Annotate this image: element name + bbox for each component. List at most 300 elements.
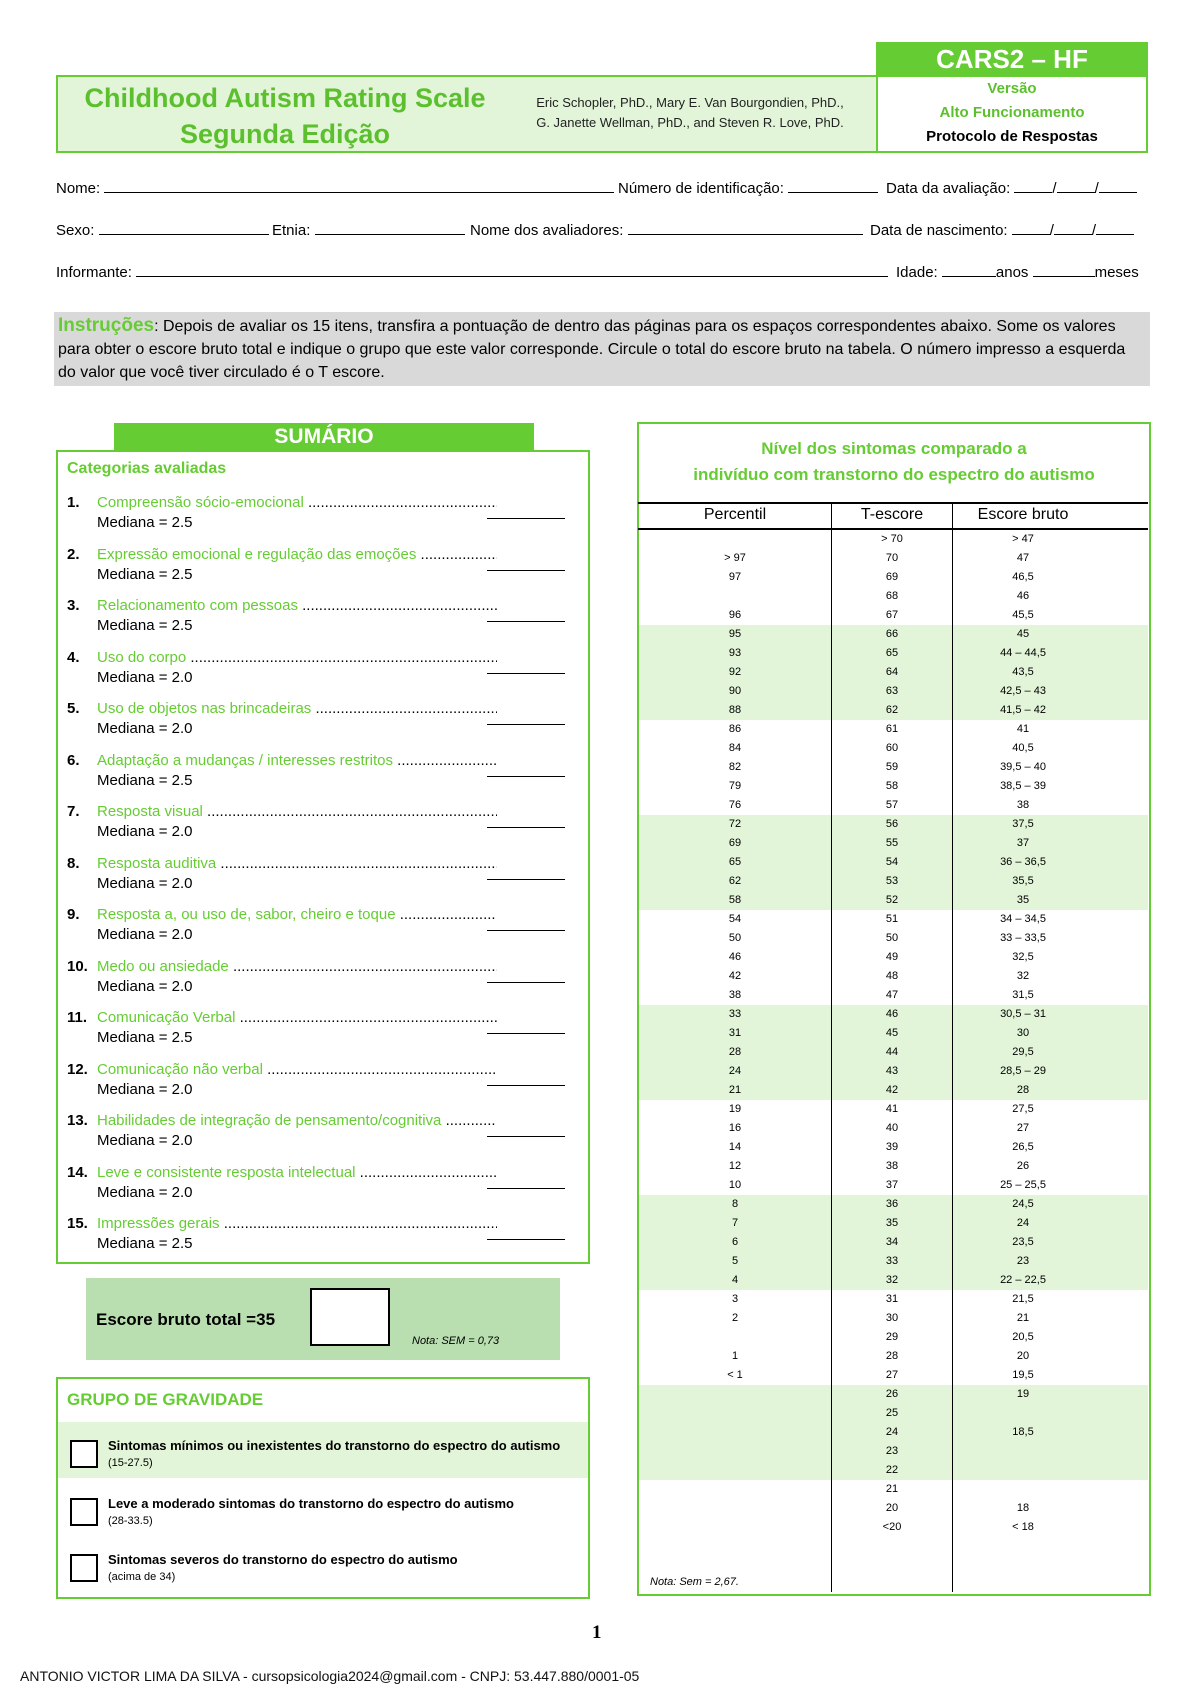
table-row[interactable] [639, 1442, 1148, 1461]
summary-tab: SUMÁRIO [114, 423, 534, 451]
item-score-line[interactable] [487, 570, 565, 571]
cell-escore-bruto[interactable]: 45,5 [1012, 609, 1034, 621]
summary-item [67, 546, 587, 594]
table-row[interactable] [639, 644, 1148, 663]
date-sep: / [1052, 180, 1057, 197]
cell-escore-bruto[interactable]: 29,5 [1012, 1046, 1034, 1058]
table-row[interactable] [639, 1499, 1148, 1518]
item-score-line[interactable] [487, 1136, 565, 1137]
table-row[interactable] [639, 587, 1148, 606]
age-years-line[interactable] [942, 262, 996, 277]
item-number: 11. [67, 1009, 88, 1026]
item-median: Mediana = 2.5 [97, 1235, 193, 1252]
date-sep: / [1049, 222, 1054, 239]
cell-tescore: 24 [885, 1426, 899, 1438]
cell-tescore: 36 [885, 1198, 899, 1210]
cell-escore-bruto[interactable]: > 47 [1012, 533, 1034, 545]
cell-tescore: 62 [885, 704, 899, 716]
cell-escore-bruto[interactable]: 19,5 [1012, 1369, 1034, 1381]
table-row[interactable] [639, 1461, 1148, 1480]
cell-tescore: 60 [885, 742, 899, 754]
cell-percentil: 97 [728, 571, 742, 583]
id-number-line[interactable] [788, 178, 878, 193]
severity-checkbox[interactable] [70, 1554, 98, 1582]
age-months-line[interactable] [1033, 262, 1095, 277]
authors [500, 93, 880, 133]
cell-tescore: 25 [885, 1407, 899, 1419]
item-label: Expressão emocional e regulação das emoções ..... [97, 546, 497, 563]
age-field[interactable] [896, 262, 1139, 281]
cell-escore-bruto[interactable]: 26,5 [1012, 1141, 1034, 1153]
cell-escore-bruto[interactable]: 34 – 34,5 [1000, 913, 1046, 925]
cell-escore-bruto[interactable]: 33 – 33,5 [1000, 932, 1046, 944]
cell-tescore: 47 [885, 989, 899, 1001]
cell-percentil: 28 [728, 1046, 742, 1058]
evaluators-line[interactable] [628, 220, 863, 235]
cell-percentil: 42 [728, 970, 742, 982]
item-label: Adaptação a mudanças / interesses restritos ..... [97, 752, 497, 769]
cell-tescore: 29 [885, 1331, 899, 1343]
item-score-line[interactable] [487, 879, 565, 880]
cell-percentil: 82 [728, 761, 742, 773]
item-label: Comunicação Verbal ..... [97, 1009, 497, 1026]
cell-tescore: 53 [885, 875, 899, 887]
table-row[interactable] [639, 1290, 1148, 1309]
item-score-line[interactable] [487, 1239, 565, 1240]
table-row[interactable] [639, 1366, 1148, 1385]
cell-percentil: 5 [731, 1255, 739, 1267]
age-label: Idade: [896, 264, 938, 281]
summary-item [67, 649, 587, 697]
cell-tescore: <20 [882, 1521, 902, 1533]
sex-field[interactable] [56, 220, 269, 239]
informant-label: Informante: [56, 264, 132, 281]
cell-tescore: 67 [885, 609, 899, 621]
cell-tescore: 35 [885, 1217, 899, 1229]
summary-item [67, 1009, 587, 1057]
cell-tescore: 32 [885, 1274, 899, 1286]
table-row[interactable] [639, 1062, 1148, 1081]
item-median: Mediana = 2.0 [97, 1132, 193, 1149]
table-row[interactable] [639, 1233, 1148, 1252]
name-field[interactable] [56, 178, 614, 197]
severity-option-range: (acima de 34) [108, 1571, 176, 1583]
cell-escore-bruto[interactable]: 23,5 [1012, 1236, 1034, 1248]
item-median: Mediana = 2.5 [97, 617, 193, 634]
cell-escore-bruto[interactable]: 23 [1016, 1255, 1030, 1267]
item-score-line[interactable] [487, 673, 565, 674]
table-row[interactable] [639, 1176, 1148, 1195]
cell-tescore: 50 [885, 932, 899, 944]
cell-escore-bruto[interactable]: 24 [1016, 1217, 1030, 1229]
cell-escore-bruto[interactable]: 47 [1016, 552, 1030, 564]
eval-day-line[interactable] [1014, 178, 1052, 193]
title-line-2: Segunda Edição [179, 119, 391, 149]
table-row[interactable] [639, 967, 1148, 986]
table-row[interactable] [639, 986, 1148, 1005]
table-row[interactable] [639, 758, 1148, 777]
cell-escore-bruto[interactable]: 44 – 44,5 [1000, 647, 1046, 659]
table-row[interactable] [639, 1271, 1148, 1290]
table-row[interactable] [639, 929, 1148, 948]
cell-tescore: 39 [885, 1141, 899, 1153]
item-score-line[interactable] [487, 1033, 565, 1034]
item-number: 6. [67, 751, 80, 769]
birth-month-line[interactable] [1054, 220, 1092, 235]
cell-escore-bruto[interactable]: 20,5 [1012, 1331, 1034, 1343]
name-label: Nome: [56, 180, 101, 197]
table-row[interactable] [639, 910, 1148, 929]
table-row[interactable] [639, 891, 1148, 910]
cell-tescore: 26 [885, 1388, 899, 1400]
item-number: 9. [67, 906, 80, 923]
table-row[interactable] [639, 948, 1148, 967]
cell-escore-bruto[interactable]: 26 [1016, 1160, 1030, 1172]
cell-tescore: 48 [885, 970, 899, 982]
cell-escore-bruto[interactable]: 27 [1016, 1122, 1030, 1134]
item-score-line[interactable] [487, 776, 565, 777]
cell-percentil: 10 [728, 1179, 742, 1191]
table-row[interactable] [639, 1005, 1148, 1024]
cell-percentil: 31 [728, 1027, 742, 1039]
item-label: Resposta auditiva ..... [97, 855, 497, 872]
table-row[interactable] [639, 568, 1148, 587]
cell-escore-bruto[interactable]: 46,5 [1012, 571, 1034, 583]
cell-escore-bruto[interactable]: 30 [1016, 1027, 1030, 1039]
cell-escore-bruto[interactable]: 46 [1016, 590, 1030, 602]
item-median: Mediana = 2.0 [97, 668, 193, 686]
eval-year-line[interactable] [1099, 178, 1137, 193]
cell-percentil: 1 [731, 1350, 739, 1362]
cell-escore-bruto[interactable]: 40,5 [1012, 742, 1034, 754]
col-header-tescore: T-escore [860, 506, 924, 523]
item-score-line[interactable] [487, 724, 565, 725]
item-label: Relacionamento com pessoas ..... [97, 597, 497, 614]
birth-date-label: Data de nascimento: [870, 222, 1008, 239]
item-label: Habilidades de integração de pensamento/cognitiva ..... [97, 1112, 497, 1129]
title-line-1: Childhood Autism Rating Scale [84, 83, 486, 113]
date-sep: / [1094, 180, 1099, 197]
cell-percentil: 3 [731, 1293, 739, 1305]
table-row[interactable] [639, 834, 1148, 853]
item-label: Resposta visual ..... [97, 803, 497, 820]
cell-tescore: 57 [885, 799, 899, 811]
cell-tescore: 27 [885, 1369, 899, 1381]
cell-percentil: 58 [728, 894, 742, 906]
cell-tescore: 56 [885, 818, 899, 830]
item-number: 10. [67, 957, 88, 975]
item-number: 12. [67, 1060, 88, 1078]
cell-percentil: 6 [731, 1236, 739, 1248]
item-number: 13. [67, 1112, 88, 1129]
table-row[interactable] [639, 1043, 1148, 1062]
cell-escore-bruto[interactable]: 36 – 36,5 [1000, 856, 1046, 868]
cell-escore-bruto[interactable]: 31,5 [1012, 989, 1034, 1001]
cell-tescore: 65 [885, 647, 899, 659]
cell-escore-bruto[interactable]: 21 [1016, 1312, 1030, 1324]
cell-escore-bruto[interactable]: 28,5 – 29 [1000, 1065, 1046, 1077]
cell-escore-bruto[interactable]: 41 [1016, 723, 1030, 735]
table-row[interactable] [639, 1328, 1148, 1347]
item-median: Mediana = 2.5 [97, 514, 193, 531]
cell-percentil: < 1 [727, 1369, 743, 1381]
cell-percentil: 88 [728, 704, 742, 716]
cell-escore-bruto[interactable]: 42,5 – 43 [1000, 685, 1046, 697]
table-row[interactable] [639, 1157, 1148, 1176]
cell-percentil: 76 [728, 799, 742, 811]
item-label: Compreensão sócio-emocional ..... [97, 494, 497, 511]
cell-tescore: 28 [885, 1350, 899, 1362]
item-median: Mediana = 2.0 [97, 1183, 193, 1201]
table-row[interactable] [639, 1119, 1148, 1138]
summary-item [67, 1215, 587, 1263]
cell-escore-bruto[interactable]: 20 [1016, 1350, 1030, 1362]
high-function-label: Alto Funcionamento [939, 104, 1085, 121]
cell-escore-bruto[interactable]: 28 [1016, 1084, 1030, 1096]
cell-tescore: 64 [885, 666, 899, 678]
birth-year-line[interactable] [1096, 220, 1134, 235]
cell-escore-bruto[interactable]: 38,5 – 39 [1000, 780, 1046, 792]
cell-tescore: 63 [885, 685, 899, 697]
severity-checkbox[interactable] [70, 1440, 98, 1468]
cell-percentil: 69 [728, 837, 742, 849]
cell-tescore: 55 [885, 837, 899, 849]
table-row[interactable] [639, 720, 1148, 739]
cell-percentil: 62 [728, 875, 742, 887]
table-row[interactable] [639, 1252, 1148, 1271]
cell-escore-bruto[interactable]: 43,5 [1012, 666, 1034, 678]
footer-text: ANTONIO VICTOR LIMA DA SILVA - cursopsicologia2024@gmail.com - CNPJ: 53.447.880/0001-05 [20, 1668, 640, 1684]
ethnicity-line[interactable] [315, 220, 465, 235]
cell-tescore: 45 [885, 1027, 899, 1039]
item-score-line[interactable] [487, 621, 565, 622]
instructions-box [54, 312, 1150, 386]
item-median: Mediana = 2.0 [97, 823, 193, 840]
table-row[interactable] [639, 682, 1148, 701]
summary-item [67, 855, 587, 903]
cell-escore-bruto[interactable]: 38 [1016, 799, 1030, 811]
table-row[interactable] [639, 549, 1148, 568]
months-label: meses [1094, 264, 1139, 281]
birth-date-field[interactable] [870, 220, 1134, 239]
name-line[interactable] [104, 178, 614, 193]
cell-percentil: > 97 [724, 552, 746, 564]
table-row[interactable] [639, 815, 1148, 834]
table-row[interactable] [639, 1214, 1148, 1233]
cell-percentil: 2 [731, 1312, 739, 1324]
cell-escore-bruto[interactable]: 30,5 – 31 [1000, 1008, 1046, 1020]
item-label: Leve e consistente resposta intelectual ..... [97, 1164, 497, 1181]
cell-percentil: 50 [728, 932, 742, 944]
cell-escore-bruto[interactable]: 19 [1016, 1388, 1030, 1400]
cell-escore-bruto[interactable]: 18,5 [1012, 1426, 1034, 1438]
item-score-line[interactable] [487, 1085, 565, 1086]
cell-percentil: 95 [728, 628, 742, 640]
item-score-line[interactable] [487, 982, 565, 983]
cell-escore-bruto[interactable]: 21,5 [1012, 1293, 1034, 1305]
table-row[interactable] [639, 1081, 1148, 1100]
cell-tescore: 33 [885, 1255, 899, 1267]
item-median: Mediana = 2.0 [97, 1080, 193, 1098]
cell-tescore: > 70 [881, 533, 903, 545]
form-title [60, 80, 510, 152]
item-number: 4. [67, 648, 80, 666]
table-row[interactable] [639, 625, 1148, 644]
score-table-title [640, 436, 1148, 488]
cell-tescore: 44 [885, 1046, 899, 1058]
table-note: Nota: Sem = 2,67. [650, 1576, 739, 1588]
cell-percentil: 93 [728, 647, 742, 659]
table-title-line-2: indivíduo com transtorno do espectro do autismo [693, 465, 1095, 484]
cell-percentil: 4 [731, 1274, 739, 1286]
cell-percentil: 65 [728, 856, 742, 868]
table-row[interactable] [639, 739, 1148, 758]
version-label: Versão [987, 80, 1037, 97]
item-label: Resposta a, ou uso de, sabor, cheiro e toque ..... [97, 906, 497, 923]
cell-escore-bruto[interactable]: 41,5 – 42 [1000, 704, 1046, 716]
severity-checkbox[interactable] [70, 1498, 98, 1526]
cell-percentil: 72 [728, 818, 742, 830]
item-label: Uso do corpo ..... [97, 649, 497, 666]
cell-percentil: 8 [731, 1198, 739, 1210]
item-score-line[interactable] [487, 930, 565, 931]
table-row[interactable] [639, 1518, 1148, 1537]
raw-score-input[interactable] [310, 1288, 390, 1346]
item-number: 3. [67, 597, 80, 614]
ethnicity-field[interactable] [272, 220, 465, 239]
item-median: Mediana = 2.0 [97, 720, 193, 737]
id-number-field[interactable] [618, 178, 878, 197]
summary-item [67, 752, 587, 800]
authors-line-1: Eric Schopler, PhD., Mary E. Van Bourgondien, PhD., [536, 95, 844, 110]
cell-percentil: 21 [728, 1084, 742, 1096]
cell-escore-bruto[interactable]: 37,5 [1012, 818, 1034, 830]
evaluation-date-field[interactable] [886, 178, 1137, 197]
date-sep: / [1091, 222, 1097, 239]
cell-escore-bruto[interactable]: 18 [1016, 1502, 1030, 1514]
cell-tescore: 69 [885, 571, 899, 583]
cell-percentil: 46 [728, 951, 742, 963]
table-row[interactable] [639, 1347, 1148, 1366]
table-row[interactable] [639, 1404, 1148, 1423]
cell-escore-bruto[interactable]: 45 [1016, 628, 1030, 640]
cell-tescore: 68 [885, 590, 899, 602]
cell-escore-bruto[interactable]: 32 [1016, 970, 1030, 982]
cell-tescore: 49 [885, 951, 899, 963]
evaluators-field[interactable] [470, 220, 863, 239]
cell-escore-bruto[interactable]: < 18 [1012, 1521, 1034, 1533]
id-number-label: Número de identificação: [618, 180, 784, 197]
item-label: Uso de objetos nas brincadeiras ..... [97, 700, 497, 717]
cell-percentil: 54 [728, 913, 742, 925]
summary-item [67, 494, 587, 542]
cell-tescore: 30 [885, 1312, 899, 1324]
item-label: Impressões gerais ..... [97, 1215, 497, 1232]
cell-percentil: 14 [728, 1141, 742, 1153]
sex-label: Sexo: [56, 222, 95, 239]
table-row[interactable] [639, 606, 1148, 625]
informant-line[interactable] [136, 262, 888, 277]
protocol-label: Protocolo de Respostas [926, 128, 1098, 145]
informant-field[interactable] [56, 262, 888, 281]
cell-escore-bruto[interactable]: 32,5 [1012, 951, 1034, 963]
sex-line[interactable] [99, 220, 269, 235]
categories-heading: Categorias avaliadas [67, 460, 227, 477]
cell-tescore: 61 [885, 723, 899, 735]
authors-line-2: G. Janette Wellman, PhD., and Steven R. Love, PhD. [536, 115, 844, 130]
severity-option-range: (15-27.5) [108, 1457, 153, 1469]
severity-option-text: Sintomas mínimos ou inexistentes do transtorno do espectro do autismo [108, 1438, 561, 1453]
cell-tescore: 23 [885, 1445, 899, 1457]
table-title-line-1: Nível dos sintomas comparado a [761, 439, 1027, 458]
item-number: 2. [67, 545, 80, 563]
severity-option-text: Leve a moderado sintomas do transtorno do espectro do autismo [108, 1496, 514, 1511]
cell-escore-bruto[interactable]: 25 – 25,5 [1000, 1179, 1046, 1191]
cell-tescore: 34 [885, 1236, 899, 1248]
table-row[interactable] [639, 1100, 1148, 1119]
cell-tescore: 43 [885, 1065, 899, 1077]
severity-option-text: Sintomas severos do transtorno do espectro do autismo [108, 1552, 458, 1567]
cell-percentil: 92 [728, 666, 742, 678]
table-row[interactable] [639, 796, 1148, 815]
cell-escore-bruto[interactable]: 35 [1016, 894, 1030, 906]
cell-escore-bruto[interactable]: 39,5 – 40 [1000, 761, 1046, 773]
birth-day-line[interactable] [1012, 220, 1050, 235]
cell-percentil: 96 [728, 609, 742, 621]
cell-tescore: 20 [885, 1502, 899, 1514]
table-row[interactable] [639, 530, 1148, 549]
item-median: Mediana = 2.0 [97, 874, 193, 892]
table-row[interactable] [639, 1385, 1148, 1404]
table-header-top-rule [638, 502, 1148, 504]
cell-escore-bruto[interactable]: 27,5 [1012, 1103, 1034, 1115]
cell-escore-bruto[interactable]: 22 – 22,5 [1000, 1274, 1046, 1286]
table-row[interactable] [639, 1480, 1148, 1499]
cell-escore-bruto[interactable]: 24,5 [1012, 1198, 1034, 1210]
table-row[interactable] [639, 777, 1148, 796]
item-median: Mediana = 2.0 [97, 926, 193, 943]
table-row[interactable] [639, 1309, 1148, 1328]
item-score-line[interactable] [487, 827, 565, 828]
cell-tescore: 41 [885, 1103, 899, 1115]
summary-item [67, 700, 587, 748]
cell-tescore: 54 [885, 856, 899, 868]
table-row[interactable] [639, 1195, 1148, 1214]
summary-item [67, 958, 587, 1006]
table-row[interactable] [639, 663, 1148, 682]
eval-month-line[interactable] [1057, 178, 1095, 193]
table-row[interactable] [639, 853, 1148, 872]
item-median: Mediana = 2.5 [97, 771, 193, 789]
item-score-line[interactable] [487, 1188, 565, 1189]
cell-escore-bruto[interactable]: 37 [1016, 837, 1030, 849]
item-median: Mediana = 2.5 [97, 1029, 193, 1046]
table-row[interactable] [639, 701, 1148, 720]
table-row[interactable] [639, 872, 1148, 891]
cell-tescore: 22 [885, 1464, 899, 1476]
severity-group-heading: GRUPO DE GRAVIDADE [67, 1390, 264, 1409]
table-row[interactable] [639, 1138, 1148, 1157]
table-row[interactable] [639, 1024, 1148, 1043]
instructions-heading: Instruções [58, 315, 155, 336]
table-row[interactable] [639, 1423, 1148, 1442]
item-number: 14. [67, 1163, 88, 1181]
cell-tescore: 37 [885, 1179, 899, 1191]
cell-escore-bruto[interactable]: 35,5 [1012, 875, 1034, 887]
summary-item [67, 597, 587, 645]
item-score-line[interactable] [487, 518, 565, 519]
cell-tescore: 66 [885, 628, 899, 640]
